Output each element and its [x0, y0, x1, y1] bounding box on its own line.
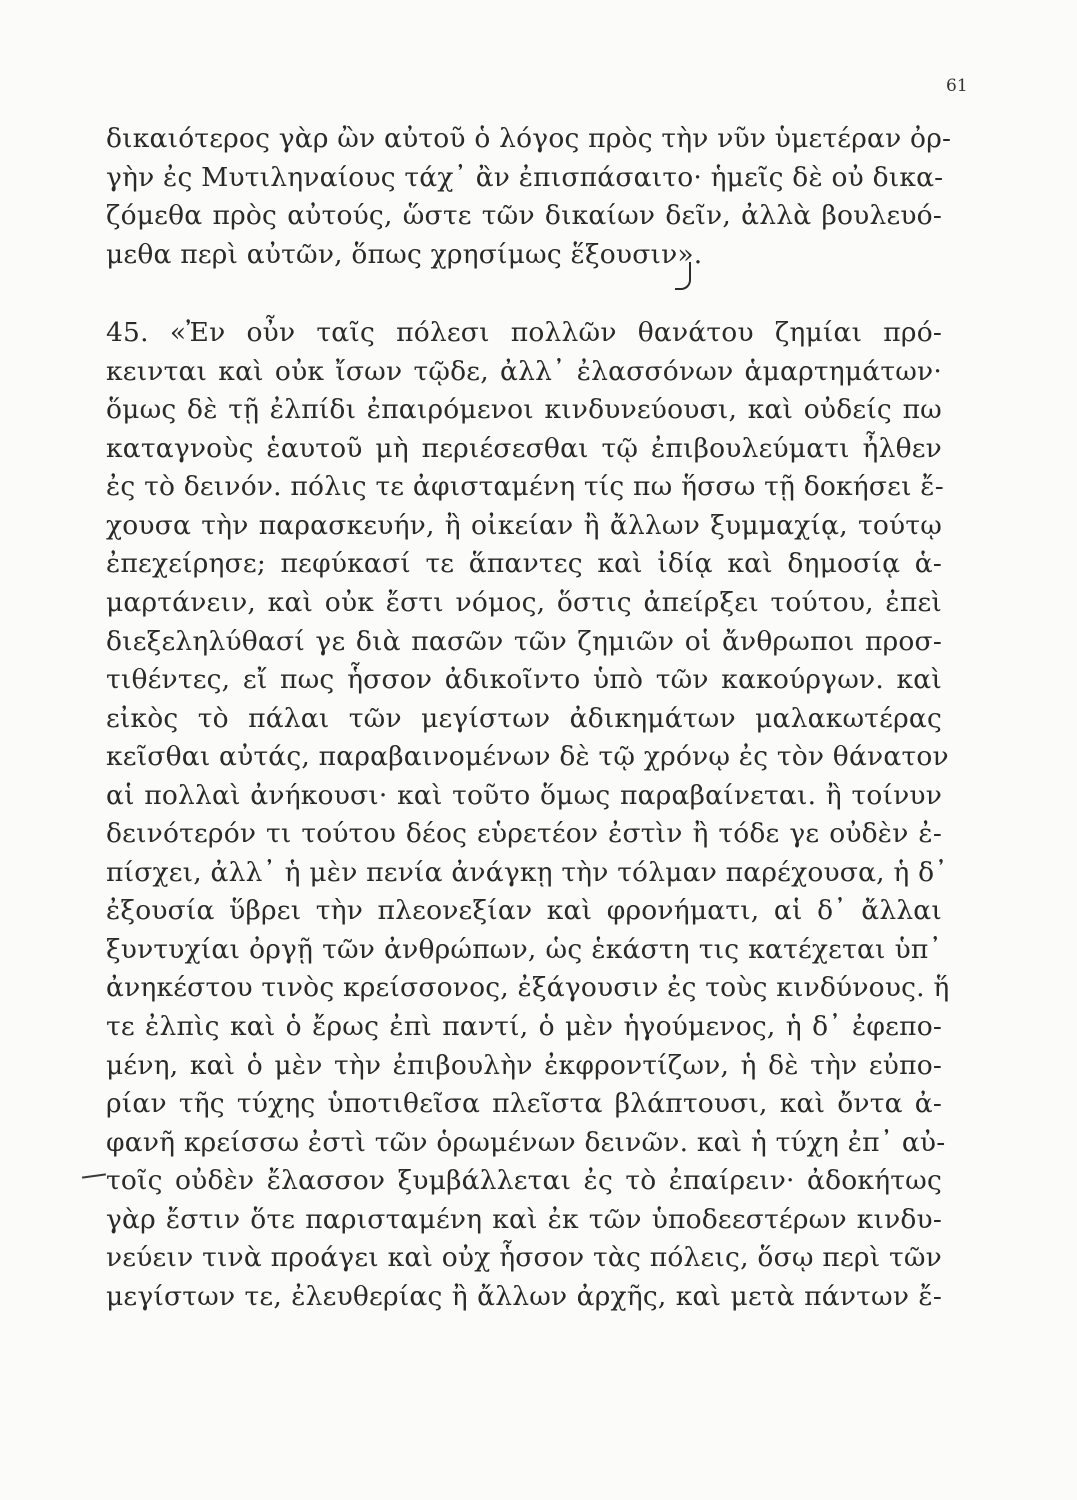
text-line: ἀνηκέστου τινὸς κρείσσονος, ἐξάγουσιν ἐς τοὺς κινδύνους. ἥ	[106, 972, 950, 1004]
text-line: νεύειν τινὰ προάγει καὶ οὐχ ἧσσον τὰς πόλεις, ὅσῳ περὶ τῶν	[106, 1242, 942, 1274]
text-line: ὅμως δὲ τῇ ἐλπίδι ἐπαιρόμενοι κινδυνεύουσι, καὶ οὐδείς πω	[106, 394, 942, 426]
text-line: ἐς τὸ δεινόν. πόλις τε ἀφισταμένη τίς πω ἥσσω τῇ δοκήσει ἔ-	[106, 471, 944, 503]
text-line: ἐξουσία ὕβρει τὴν πλεονεξίαν καὶ φρονήματι, αἱ δ᾽ ἄλλαι	[106, 895, 942, 927]
text-line: ρίαν τῆς τύχης ὑποτιθεῖσα πλεῖστα βλάπτουσι, καὶ ὄντα ἀ-	[106, 1088, 942, 1120]
section-45-lines	[106, 353, 950, 1317]
text-line: φανῆ κρείσσω ἐστὶ τῶν ὁρωμένων δεινῶν. καὶ ἡ τύχη ἐπ᾽ αὐ-	[106, 1126, 946, 1158]
text-line: γὴν ἐς Μυτιληναίους τάχ᾽ ἂν ἐπισπάσαιτο· ἡμεῖς δὲ οὐ δικα-	[106, 161, 944, 193]
text-line: μεγίστων τε, ἐλευθερίας ἢ ἄλλων ἀρχῆς, καὶ μετὰ πάντων ἔ-	[106, 1280, 942, 1312]
text-line: μαρτάνειν, καὶ οὐκ ἔστι νόμος, ὅστις ἀπείρξει τούτου, ἐπεὶ	[106, 587, 942, 619]
text-line: καταγνοὺς ἑαυτοῦ μὴ περιέσεσθαι τῷ ἐπιβουλεύματι ἦλθεν	[106, 432, 942, 464]
section-number: 45.	[106, 317, 149, 349]
text-line: ζόμεθα πρὸς αὐτούς, ὥστε τῶν δικαίων δεῖν, ἀλλὰ βουλευό-	[106, 200, 942, 232]
margin-pencil-mark	[82, 1173, 106, 1178]
text-line: μένη, καὶ ὁ μὲν τὴν ἐπιβουλὴν ἐκφροντίζων, ἡ δὲ τὴν εὐπο-	[106, 1049, 942, 1081]
text-line: κεινται καὶ οὐκ ἴσων τῷδε, ἀλλ᾽ ἐλασσόνων ἁμαρτημάτων·	[106, 355, 942, 387]
text-line: αἱ πολλαὶ ἀνήκουσι· καὶ τοῦτο ὅμως παραβαίνεται. ἢ τοίνυν	[106, 779, 942, 811]
text-line: δικαιότερος γὰρ ὢν αὐτοῦ ὁ λόγος πρὸς τὴν νῦν ὑμετέραν ὀρ-	[106, 123, 952, 154]
section-first-line	[106, 314, 942, 353]
text-line: δεινότερόν τι τούτου δέος εὑρετέον ἐστὶν ἢ τόδε γε οὐδὲν ἐ-	[106, 818, 942, 850]
text-line: χουσα τὴν παρασκευήν, ἢ οἰκείαν ἢ ἄλλων ξυμμαχίᾳ, τούτῳ	[106, 509, 942, 541]
page-number: 61	[946, 76, 968, 96]
handwritten-bracket-mark	[675, 262, 691, 290]
text-line: τοῖς οὐδὲν ἔλασσον ξυμβάλλεται ἐς τὸ ἐπαίρειν· ἀδοκήτως	[106, 1165, 942, 1197]
text-line: μεθα περὶ αὐτῶν, ὅπως χρησίμως ἕξουσιν».	[106, 238, 703, 270]
text-line: τιθέντες, εἴ πως ἧσσον ἀδικοῖντο ὑπὸ τῶν κακούργων. καὶ	[106, 664, 942, 696]
text-line: ἐπεχείρησε; πεφύκασί τε ἅπαντες καὶ ἰδίᾳ καὶ δημοσίᾳ ἁ-	[106, 548, 942, 580]
text-line: ξυντυχίαι ὀργῇ τῶν ἀνθρώπων, ὡς ἑκάστη τις κατέχεται ὑπ᾽	[106, 933, 942, 965]
text-line: κεῖσθαι αὐτάς, παραβαινομένων δὲ τῷ χρόνῳ ἐς τὸν θάνατον	[106, 741, 949, 773]
section-first-line-text: «Ἐν οὖν ταῖς πόλεσι πολλῶν θανάτου ζημίαι πρό-	[169, 317, 943, 349]
text-line: εἰκὸς τὸ πάλαι τῶν μεγίστων ἀδικημάτων μαλακωτέρας	[106, 702, 942, 734]
text-line: γὰρ ἔστιν ὅτε παρισταμένη καὶ ἐκ τῶν ὑποδεεστέρων κινδυ-	[106, 1203, 942, 1235]
paragraph-break	[106, 274, 942, 314]
text-line: τε ἐλπὶς καὶ ὁ ἔρως ἐπὶ παντί, ὁ μὲν ἡγούμενος, ἡ δ᾽ ἐφεπο-	[106, 1011, 942, 1043]
text-line: διεξεληλύθασί γε διὰ πασῶν τῶν ζημιῶν οἱ ἄνθρωποι προσ-	[106, 625, 942, 657]
text-line: πίσχει, ἀλλ᾽ ἡ μὲν πενία ἀνάγκῃ τὴν τόλμαν παρέχουσα, ἡ δ᾽	[106, 856, 948, 888]
greek-text-body	[106, 120, 952, 1316]
